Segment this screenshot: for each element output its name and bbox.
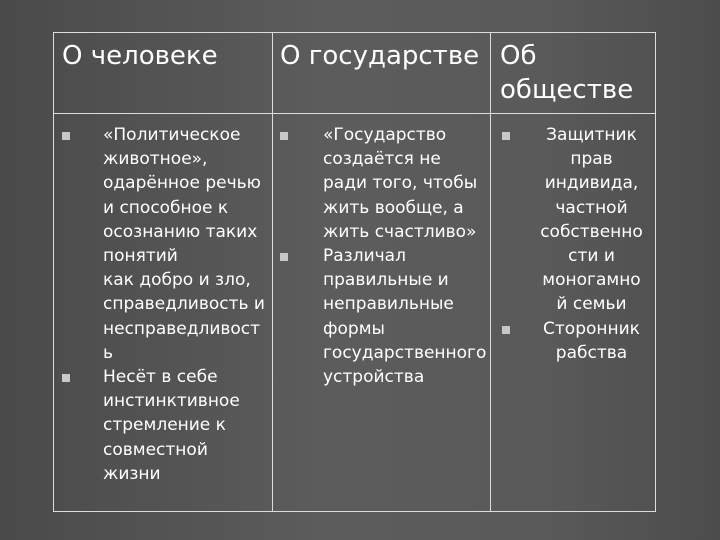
header-human: О человеке: [62, 41, 218, 71]
list-item: [54, 123, 272, 365]
header-divider: [54, 113, 655, 114]
square-bullet-icon: [502, 132, 510, 140]
list-item-text: Сторонник рабства: [543, 318, 640, 363]
list-item: [490, 123, 657, 317]
header-state: О государстве: [280, 41, 480, 71]
list-item-text: Различал правильные и неправильные формы государственного устройства: [323, 246, 487, 388]
list-item: [272, 123, 490, 244]
list-item: [54, 365, 272, 486]
square-bullet-icon: [502, 326, 510, 334]
column-human: [54, 123, 272, 486]
list-item: [490, 317, 657, 365]
square-bullet-icon: [280, 132, 288, 140]
square-bullet-icon: [280, 253, 288, 261]
column-state: [272, 123, 490, 389]
list-item-text: Защитник прав индивида, частной собственно сти и моногамно й семьи: [540, 125, 643, 315]
column-society: [490, 123, 657, 365]
header-society: Об обществе: [500, 41, 634, 105]
list-item-text: Несёт в себе инстинктивное стремление к совместной жизни: [103, 367, 240, 484]
square-bullet-icon: [62, 132, 70, 140]
list-item-text: «Государство создаётся не ради того, чтобы жить вообще, а жить счастливо»: [323, 125, 478, 242]
comparison-table: [53, 32, 656, 512]
list-item: [272, 244, 490, 389]
square-bullet-icon: [62, 374, 70, 382]
list-item-text: «Политическое животное», одарённое речью и способное к осознанию таких понятий как добро и зло, справедливость и несправедливост ь: [103, 125, 265, 363]
